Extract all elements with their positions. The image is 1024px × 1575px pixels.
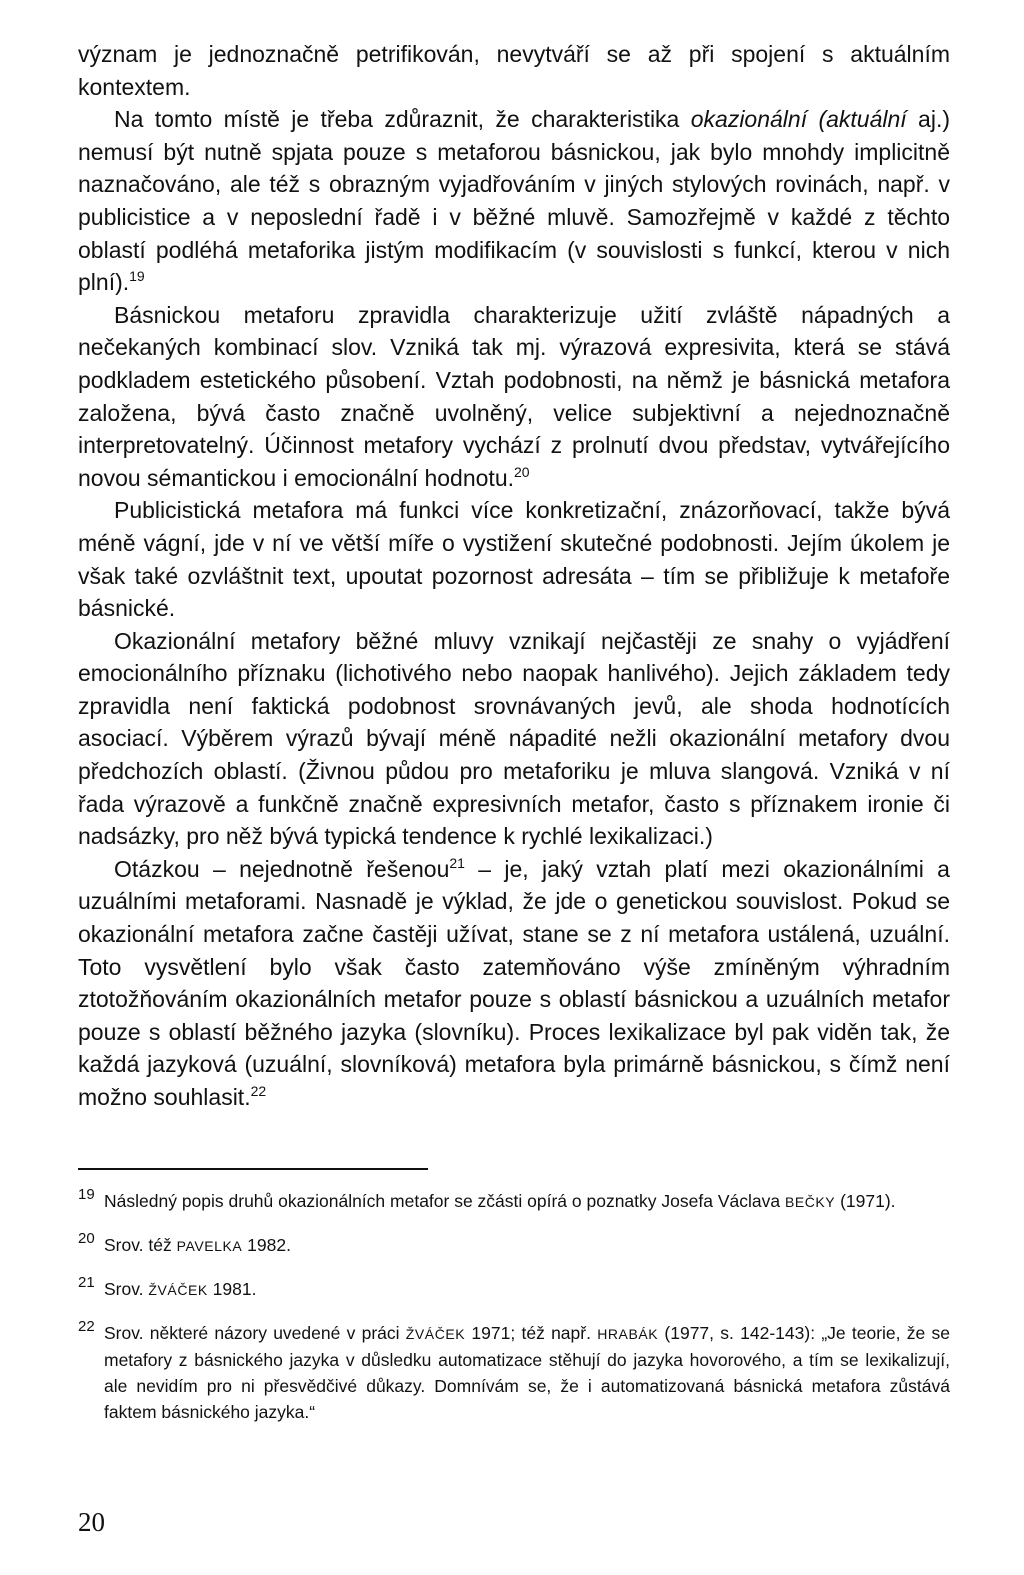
paragraph-6: Otázkou – nejednotně řešenou$^{21}$ – je, jaký vztah platí mezi okazionálními a uzuálními metaforami. Nasnadě je výklad, že jde o genetickou souvislost. Pokud se okazionální metafora začne častěji užívat, stane se z ní metafora ustálená, uzuální. Toto vysvětlení bylo však často zatemňováno výše zmíněným výhradním ztotožňováním okazionálních metafor pouze s oblastí básnickou a uzuálních metafor pouze s oblastí běžného jazyka (slovníku). Proces lexikalizace byl pak viděn tak, že každá jazyková (uzuální, slovníková) metafora byla primárně básnickou, s čímž není možno souhlasit.$^{22}$ — [78, 854, 950, 1110]
paragraph-5: Okazionální metafory běžné mluvy vznikají nejčastěji ze snahy o vyjádření emocionálního příznaku (lichotivého nebo naopak hanlivého). Jejich základem tedy zpravidla není faktická podobnost srovnávaných jevů, ale shoda hodnotících asociací. Výběrem výrazů bývají méně nápadité nežli okazionální metafory dvou předchozích oblastí. (Živnou půdou pro metaforiku je mluva slangová. Vzniká v ní řada výrazově a funkčně značně expresivních metafor, často s příznakem ironie či nadsázky, pro něž bývá typická tendence k rychlé lexikalizaci.) — [78, 627, 950, 850]
footnote-number: 19 — [78, 1186, 95, 1203]
footnote-divider — [78, 1168, 428, 1170]
footnote-20: 20 Srov. též PAVELKA 1982. — [78, 1232, 950, 1259]
author-name: ŽVÁČEK — [148, 1282, 208, 1298]
page-number: 20 — [78, 1507, 105, 1537]
paragraph-1: význam je jednoznačně petrifikován, nevytváří se až při spojení s aktuálním kontextem. — [78, 41, 950, 100]
author-name: ŽVÁČEK — [405, 1326, 466, 1342]
footnote-number: 22 — [78, 1318, 95, 1335]
footnote-number: 20 — [78, 1230, 95, 1247]
footnote-ref-21[interactable]: 21 — [449, 854, 465, 871]
footnote-ref-19[interactable]: 19 — [129, 268, 145, 285]
author-name: BEČKY — [784, 1194, 836, 1210]
paragraph-3: Básnickou metaforu zpravidla charakterizuje užití zvláště nápadných a nečekaných kombinací slov. Vzniká tak mj. výrazová expresivita, která se stává podkladem estetického působení. Vztah podobnosti, na němž je básnická metafora založena, bývá často značně uvolněný, velice subjektivní a nejednoznačně interpretovatelný. Účinnost metafory vychází z prolnutí dvou představ, vytvářejícího novou sémantickou i emocionální hodnotu.$^{20}$ — [78, 301, 950, 491]
author-name: PAVELKA — [176, 1238, 243, 1254]
page-content — [78, 38, 950, 1114]
footnote-21: 21 Srov. ŽVÁČEK 1981. — [78, 1276, 950, 1303]
footnote-ref-22[interactable]: 22 — [250, 1083, 267, 1099]
paragraph-2: Na tomto místě je třeba zdůraznit, že charakteristika okazionální (aktuální aj.) nemusí být nutně spjata pouze s metaforou básnickou, jak bylo mnohdy implicitně naznačováno, ale též s obrazným vyjadřováním v jiných stylových rovinách, např. v publicistice a v neposlední řadě i v běžné mluvě. Samozřejmě v každé z těchto oblastí podléhá metaforika jistým modifikacím (v souvislosti s funkcí, kterou v nich plní).$^{19}$ — [78, 106, 951, 296]
body-text — [78, 38, 950, 1114]
footnote-number: 21 — [78, 1274, 95, 1291]
paragraph-4: Publicistická metafora má funkci více konkretizační, znázorňovací, takže bývá méně vágní, jde v ní ve větší míře o vystižení skutečné podobnosti. Jejím úkolem je však také ozvláštnit text, upoutat pozornost adresáta – tím se přibližuje k metafoře básnické. — [78, 497, 950, 622]
footnote-19: 19 Následný popis druhů okazionálních metafor se zčásti opírá o poznatky Josefa Václava BEČKY (1971). — [78, 1188, 950, 1215]
footnotes — [78, 1188, 950, 1425]
emphasis-okazionalni: okazionální (aktuální — [690, 106, 907, 133]
footnote-ref-20[interactable]: 20 — [514, 463, 530, 480]
footnote-22: 22 Srov. některé názory uvedené v práci ŽVÁČEK 1971; též např. HRABÁK (1977, s. 142-143): „Je teorie, že se metafory z básnického jazyka v důsledku automatizace stěhují do jazyka hovorového, a tím se lexikalizují, ale nevidím pro ni přesvědčivé důkazy. Domnívám se, že i automatizovaná básnická metafora zůstává faktem básnického jazyka.“ — [78, 1320, 950, 1425]
author-name: HRABÁK — [597, 1326, 659, 1342]
